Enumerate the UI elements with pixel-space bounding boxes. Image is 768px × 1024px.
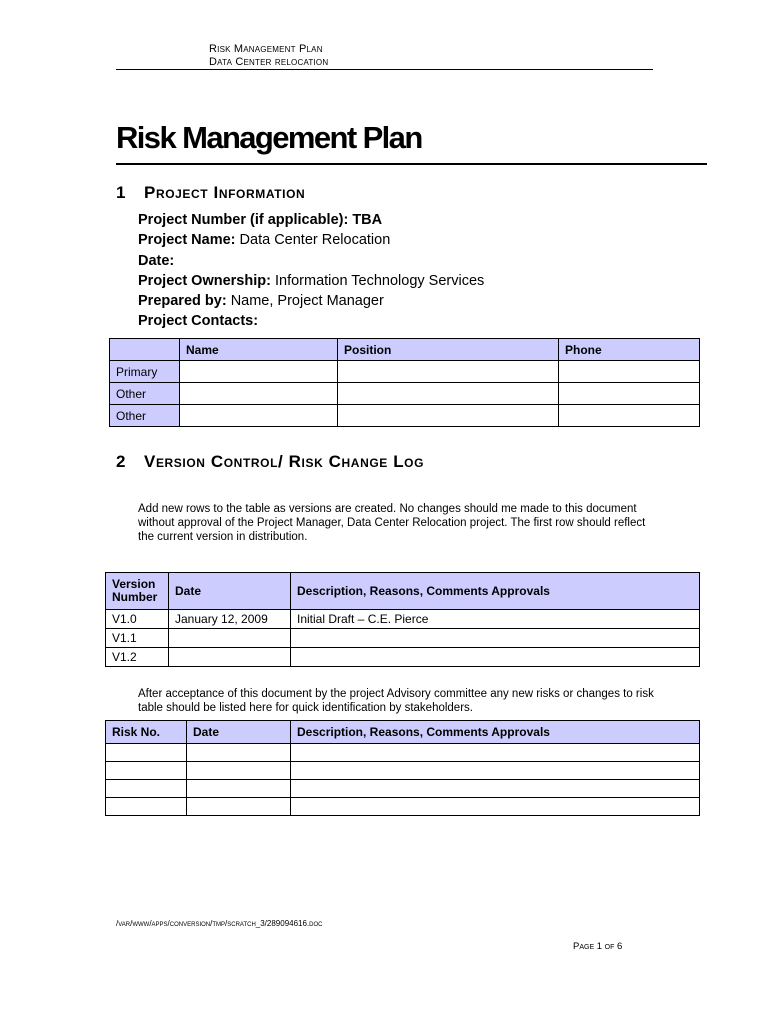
table-header-row [106,573,700,610]
column-header: Date [169,573,291,610]
section-heading-version-control [116,452,424,472]
section-title: Project Information [144,183,306,202]
table-cell [291,762,700,780]
footer-page-number: Page 1 of 6 [573,941,623,952]
column-header: Description, Reasons, Comments Approvals [291,721,700,744]
table-cell [180,361,338,383]
section-title: Version Control/ Risk Change Log [144,452,425,471]
table-row [106,762,700,780]
column-header: Phone [559,339,700,361]
table-cell [180,383,338,405]
table-cell [291,780,700,798]
table-cell [338,361,559,383]
field-project-number [138,210,484,230]
table-row [106,610,700,629]
table-row [106,648,700,667]
row-label: Other [110,405,180,427]
document-title: Risk Management Plan [116,120,422,155]
field-label: Date: [138,252,175,269]
table-cell: V1.1 [106,629,169,648]
table-cell [559,405,700,427]
risk-change-log-table [105,720,700,816]
table-cell [106,762,187,780]
table-cell [338,405,559,427]
header-divider [116,69,653,70]
project-info-fields [138,210,484,332]
section-number: 2 [116,452,127,471]
table-cell [291,744,700,762]
table-row [106,798,700,816]
table-cell [559,361,700,383]
table-cell: Initial Draft – C.E. Pierce [291,610,700,629]
field-project-ownership [138,271,484,291]
column-header: Version Number [106,573,169,610]
field-project-name [138,230,484,250]
field-label: Project Contacts: [138,313,259,330]
column-header: Description, Reasons, Comments Approvals [291,573,700,610]
table-cell [106,798,187,816]
table-cell [291,798,700,816]
column-header: Date [187,721,291,744]
field-project-contacts [138,311,484,331]
field-label: Prepared by: [138,293,227,310]
table-cell: January 12, 2009 [169,610,291,629]
version-control-table [105,572,700,667]
version-instructions-paragraph: Add new rows to the table as versions are created. No changes should me made to this document without approval of the Project Manager, Data Center Relocation project. The first row should reflect the current version in distribution. [138,503,646,543]
table-cell [187,762,291,780]
row-label: Primary [110,361,180,383]
section-number: 1 [116,183,127,202]
table-row [110,383,700,405]
running-header-subtitle: Data Center relocation [209,56,329,68]
column-header: Name [180,339,338,361]
column-header [110,339,180,361]
field-date [138,251,484,271]
field-value: Data Center Relocation [239,232,391,249]
table-cell [338,383,559,405]
table-header-row [110,339,700,361]
table-row [106,744,700,762]
field-value: Name, Project Manager [230,293,384,310]
table-header-row [106,721,700,744]
table-cell [106,744,187,762]
table-cell [291,648,700,667]
table-cell [187,780,291,798]
table-cell [169,648,291,667]
field-label: Project Ownership: [138,272,271,289]
table-cell [187,744,291,762]
footer-file-path: /var/www/apps/conversion/tmp/scratch_3/289094616.doc [116,919,323,928]
table-cell [106,780,187,798]
table-row [110,405,700,427]
title-divider [116,163,707,165]
field-label: Project Name: [138,232,236,249]
table-cell: V1.2 [106,648,169,667]
field-prepared-by [138,291,484,311]
table-cell: V1.0 [106,610,169,629]
column-header: Risk No. [106,721,187,744]
risk-log-instructions-paragraph: After acceptance of this document by the project Advisory committee any new risks or changes to risk table should be listed here for quick identification by stakeholders. [138,688,654,714]
running-header-title: Risk Management Plan [209,43,323,55]
table-cell [559,383,700,405]
table-cell [187,798,291,816]
field-value: TBA [352,212,383,228]
column-header: Position [338,339,559,361]
table-cell [169,629,291,648]
table-row [110,361,700,383]
table-cell [180,405,338,427]
project-contacts-table [109,338,700,427]
table-cell [291,629,700,648]
field-value: Information Technology Services [274,272,485,289]
table-row [106,780,700,798]
table-row [106,629,700,648]
section-heading-project-information [116,183,305,203]
field-label: Project Number (if applicable): [138,212,349,228]
row-label: Other [110,383,180,405]
